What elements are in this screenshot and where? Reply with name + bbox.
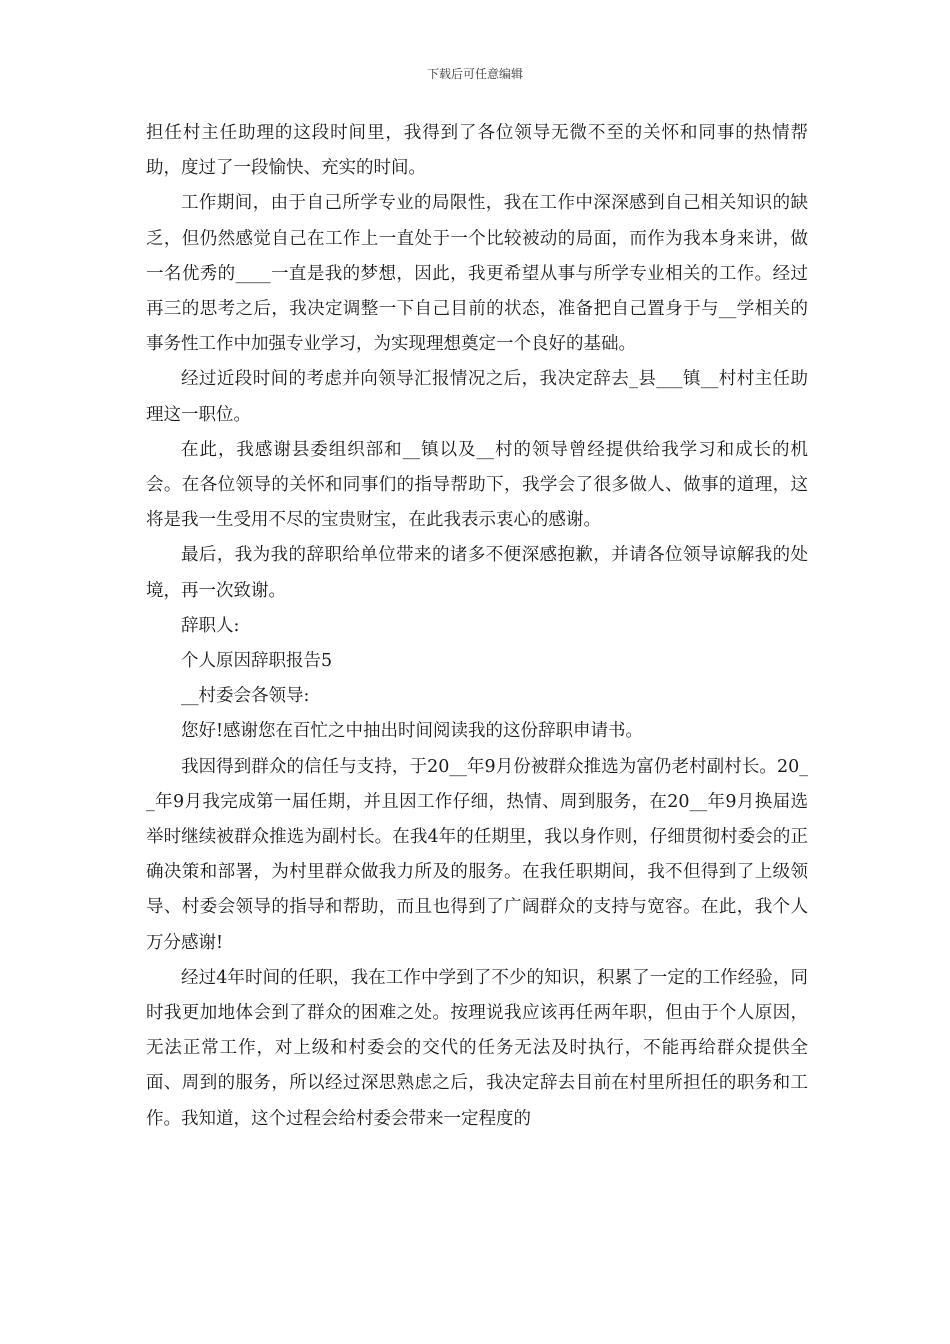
paragraph-reason: 经过4年时间的任职，我在工作中学到了不少的知识，积累了一定的工作经验，同时我更加地体会到了群众的困难之处。按理说我应该再任两年职，但由于个人原因，无法正常工作，对上级和村委会的交代的任务无法及时执行，不能再给群众提供全面、周到的服务，所以经过深思熟虑之后，我决定辞去目前在村里所担任的职务和工作。我知道，这个过程会给村委会带来一定程度的 [146,967,808,1129]
document-body [146,116,808,1137]
paragraph-thanks: 在此，我感谢县委组织部和__镇以及__村的领导曾经提供给我学习和成长的机会。在各位领导的关怀和同事们的指导帮助下，我学会了很多做人、做事的道理，这将是我一生受用不尽的宝贵财宝，在此我表示衷心的感谢。 [146,439,808,531]
section-title: 个人原因辞职报告5 [181,651,333,672]
paragraph-work-period: 工作期间，由于自己所学专业的局限性，我在工作中深深感到自己相关知识的缺乏，但仍然感觉自己在工作上一直处于一个比较被动的局面，而作为我本身来讲，做一名优秀的____一直是我的梦想，因此，我更希望从事与所学专业相关的工作。经过再三的思考之后，我决定调整一下自己目前的状态，准备把自己置身于与__学相关的事务性工作中加强专业学习，为实现理想奠定一个良好的基础。 [146,193,808,355]
paragraph-resign-decision: 经过近段时间的考虑并向领导汇报情况之后，我决定辞去_县___镇__村村主任助理这一职位。 [146,369,808,425]
paragraph-continuation: 担任村主任助理的这段时间里，我得到了各位领导无微不至的关怀和同事的热情帮助，度过了一段愉快、充实的时间。 [146,123,808,179]
paragraph-apology: 最后，我为我的辞职给单位带来的诸多不便深感抱歉，并请各位领导谅解我的处境，再一次致谢。 [146,545,808,601]
salutation: __村委会各领导: [181,686,310,707]
paragraph-greeting: 您好!感谢您在百忙之中抽出时间阅读我的这份辞职申请书。 [181,721,644,742]
page-header-note: 下载后可任意编辑 [426,67,523,81]
paragraph-background: 我因得到群众的信任与支持，于20__年9月份被群众推选为富仍老村副村长。20__年9月我完成第一届任期，并且因工作仔细，热情、周到服务，在20__年9月换届选举时继续被群众推选为副村长。在我4年的任期里，我以身作则，仔细贯彻村委会的正确决策和部署，为村里群众做我力所及的服务。在我任职期间，我不但得到了上级领导、村委会领导的指导和帮助，而且也得到了广阔群众的支持与宽容。在此，我个人万分感谢! [146,756,808,953]
signature-label: 辞职人: [181,615,240,636]
